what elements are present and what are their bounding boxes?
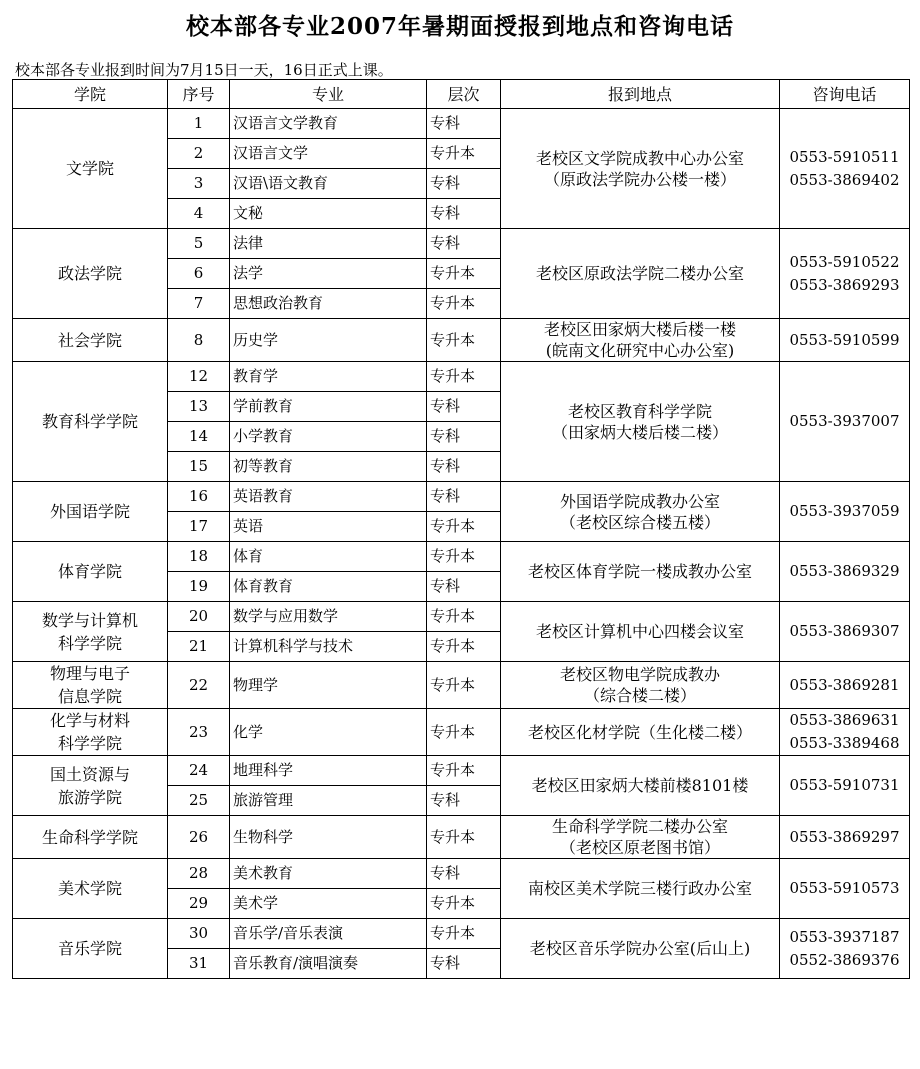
location-line: 老校区化材学院（生化楼二楼） (527, 722, 752, 742)
table-row (13, 816, 910, 859)
major-cell: 旅游管理 (230, 786, 427, 816)
level-cell: 专科 (427, 452, 501, 482)
table-row (13, 542, 910, 572)
location-line: 老校区体育学院一楼成教办公室 (527, 562, 752, 581)
phone-cell (780, 602, 910, 662)
number-cell: 15 (168, 452, 230, 482)
phone-number-line: 0553-3869329 (789, 562, 900, 580)
table-row (13, 319, 910, 362)
major-cell: 学前教育 (230, 392, 427, 422)
header-major: 专业 (230, 80, 427, 109)
college-name-line: 文学院 (65, 159, 114, 178)
college-cell (13, 482, 168, 542)
college-cell (13, 756, 168, 816)
major-cell: 体育教育 (230, 572, 427, 602)
level-cell: 专科 (427, 109, 501, 139)
number-cell: 2 (168, 139, 230, 169)
level-cell: 专升本 (427, 632, 501, 662)
location-line: (皖南文化研究中心办公室) (545, 341, 735, 360)
level-cell: 专科 (427, 572, 501, 602)
college-name-line: 音乐学院 (57, 939, 122, 958)
level-cell: 专科 (427, 482, 501, 512)
location-cell (501, 362, 780, 482)
college-name-line: 美术学院 (57, 879, 122, 898)
number-cell: 7 (168, 289, 230, 319)
location-line: 老校区原政法学院二楼办公室 (535, 264, 744, 283)
location-line: 老校区文学院成教中心办公室 (535, 148, 744, 168)
major-cell: 文秘 (230, 199, 427, 229)
table-row (13, 362, 910, 392)
number-cell: 3 (168, 169, 230, 199)
major-cell: 数学与应用数学 (230, 602, 427, 632)
level-cell: 专升本 (427, 289, 501, 319)
college-cell (13, 542, 168, 602)
number-cell: 19 (168, 572, 230, 602)
major-cell: 思想政治教育 (230, 289, 427, 319)
level-cell: 专升本 (427, 662, 501, 709)
location-cell (501, 542, 780, 602)
page-title: 校本部各专业2007年暑期面授报到地点和咨询电话 (185, 13, 734, 40)
college-name-line: 教育科学学院 (41, 412, 138, 431)
college-cell (13, 859, 168, 919)
college-name-line: 外国语学院 (49, 502, 130, 521)
college-cell (13, 919, 168, 979)
college-name-line: 数学与计算机 (41, 610, 138, 630)
number-cell: 29 (168, 889, 230, 919)
location-cell (501, 709, 780, 756)
level-cell: 专科 (427, 422, 501, 452)
location-line: 老校区音乐学院办公室(后山上) (529, 939, 751, 958)
location-cell (501, 602, 780, 662)
phone-cell (780, 662, 910, 709)
location-line: 外国语学院成教办公室 (559, 491, 720, 511)
college-name-line: 科学学院 (57, 633, 122, 653)
major-cell: 小学教育 (230, 422, 427, 452)
level-cell: 专升本 (427, 816, 501, 859)
phone-number-line: 0553-3937187 (789, 927, 900, 946)
level-cell: 专升本 (427, 919, 501, 949)
level-cell: 专科 (427, 229, 501, 259)
major-cell: 计算机科学与技术 (230, 632, 427, 662)
header-level: 层次 (427, 80, 501, 109)
level-cell: 专升本 (427, 889, 501, 919)
location-cell (501, 859, 780, 919)
table-body (13, 109, 910, 979)
college-name-line: 政法学院 (57, 264, 122, 283)
college-cell (13, 362, 168, 482)
location-line: （老校区综合楼五楼） (559, 512, 720, 532)
location-line: 老校区物电学院成教办 (559, 665, 720, 684)
number-cell: 17 (168, 512, 230, 542)
phone-cell (780, 859, 910, 919)
major-cell: 初等教育 (230, 452, 427, 482)
major-cell: 物理学 (230, 662, 427, 709)
major-cell: 生物科学 (230, 816, 427, 859)
registration-table (12, 79, 910, 979)
major-cell: 历史学 (230, 319, 427, 362)
phone-number-line: 0553-5910573 (789, 879, 900, 897)
college-cell (13, 816, 168, 859)
number-cell: 5 (168, 229, 230, 259)
registration-note: 校本部各专业报到时间为7月15日一天，16日正式上课。 (15, 61, 393, 79)
college-name-line: 化学与材料 (49, 711, 130, 730)
location-line: 生命科学学院二楼办公室 (551, 817, 728, 836)
location-cell (501, 482, 780, 542)
phone-cell (780, 319, 910, 362)
number-cell: 6 (168, 259, 230, 289)
level-cell: 专升本 (427, 542, 501, 572)
phone-number-line: 0553-5910599 (789, 330, 900, 349)
header-location: 报到地点 (501, 80, 780, 109)
phone-number-line: 0553-3869281 (789, 675, 900, 694)
major-cell: 英语教育 (230, 482, 427, 512)
location-line: 老校区田家炳大楼前楼8101楼 (531, 776, 749, 795)
major-cell: 教育学 (230, 362, 427, 392)
major-cell: 音乐教育/演唱演奏 (230, 949, 427, 979)
location-line: 南校区美术学院三楼行政办公室 (527, 879, 752, 898)
location-line: 老校区田家炳大楼后楼一楼 (543, 320, 736, 339)
college-name-line: 社会学院 (57, 330, 122, 350)
college-cell (13, 709, 168, 756)
phone-number-line: 0553-3869293 (789, 275, 900, 294)
level-cell: 专科 (427, 786, 501, 816)
level-cell: 专升本 (427, 259, 501, 289)
major-cell: 音乐学/音乐表演 (230, 919, 427, 949)
phone-cell (780, 482, 910, 542)
phone-cell (780, 109, 910, 229)
location-line: （综合楼二楼） (583, 686, 696, 705)
phone-number-line: 0553-3869297 (789, 827, 900, 846)
number-cell: 12 (168, 362, 230, 392)
number-cell: 22 (168, 662, 230, 709)
location-line: 老校区计算机中心四楼会议室 (535, 622, 744, 641)
header-college: 学院 (13, 80, 168, 109)
location-line: （原政法学院办公楼一楼） (543, 169, 736, 189)
level-cell: 专升本 (427, 139, 501, 169)
major-cell: 英语 (230, 512, 427, 542)
college-cell (13, 319, 168, 362)
level-cell: 专科 (427, 859, 501, 889)
table-row (13, 709, 910, 756)
table-row (13, 109, 910, 139)
number-cell: 16 (168, 482, 230, 512)
table-row (13, 662, 910, 709)
phone-number-line: 0553-5910511 (789, 147, 900, 166)
number-cell: 18 (168, 542, 230, 572)
major-cell: 汉语言文学教育 (230, 109, 427, 139)
table-row (13, 919, 910, 949)
number-cell: 13 (168, 392, 230, 422)
number-cell: 21 (168, 632, 230, 662)
college-cell (13, 602, 168, 662)
location-cell (501, 229, 780, 319)
phone-cell (780, 919, 910, 979)
college-name-line: 国土资源与 (49, 764, 130, 784)
location-cell (501, 662, 780, 709)
header-number: 序号 (168, 80, 230, 109)
number-cell: 30 (168, 919, 230, 949)
major-cell: 化学 (230, 709, 427, 756)
phone-cell (780, 756, 910, 816)
number-cell: 23 (168, 709, 230, 756)
level-cell: 专科 (427, 199, 501, 229)
number-cell: 31 (168, 949, 230, 979)
phone-number-line: 0553-3869402 (789, 170, 900, 189)
location-cell (501, 319, 780, 362)
phone-cell (780, 229, 910, 319)
college-name-line: 物理与电子 (49, 664, 130, 683)
table-header-row (13, 80, 910, 109)
college-cell (13, 109, 168, 229)
table-row (13, 229, 910, 259)
location-line: 老校区教育科学学院 (567, 401, 712, 421)
phone-number-line: 0553-3389468 (789, 734, 900, 752)
number-cell: 28 (168, 859, 230, 889)
header-phone: 咨询电话 (780, 80, 910, 109)
level-cell: 专升本 (427, 319, 501, 362)
phone-number-line: 0553-3869307 (789, 622, 900, 640)
level-cell: 专升本 (427, 512, 501, 542)
level-cell: 专升本 (427, 362, 501, 392)
level-cell: 专升本 (427, 602, 501, 632)
level-cell: 专科 (427, 949, 501, 979)
table-row (13, 859, 910, 889)
level-cell: 专升本 (427, 709, 501, 756)
number-cell: 24 (168, 756, 230, 786)
number-cell: 4 (168, 199, 230, 229)
number-cell: 26 (168, 816, 230, 859)
major-cell: 美术教育 (230, 859, 427, 889)
table-row (13, 482, 910, 512)
number-cell: 25 (168, 786, 230, 816)
phone-number-line: 0553-3937007 (789, 412, 900, 430)
level-cell: 专升本 (427, 756, 501, 786)
number-cell: 1 (168, 109, 230, 139)
major-cell: 汉语言文学 (230, 139, 427, 169)
level-cell: 专科 (427, 392, 501, 422)
phone-cell (780, 816, 910, 859)
phone-number-line: 0553-3937059 (789, 502, 900, 520)
college-name-line: 科学学院 (57, 734, 122, 753)
number-cell: 14 (168, 422, 230, 452)
major-cell: 地理科学 (230, 756, 427, 786)
phone-number-line: 0553-5910731 (789, 776, 900, 794)
number-cell: 8 (168, 319, 230, 362)
number-cell: 20 (168, 602, 230, 632)
phone-cell (780, 542, 910, 602)
major-cell: 体育 (230, 542, 427, 572)
location-cell (501, 756, 780, 816)
phone-cell (780, 709, 910, 756)
table-row (13, 756, 910, 786)
phone-number-line: 0552-3869376 (789, 950, 900, 969)
major-cell: 法学 (230, 259, 427, 289)
major-cell: 美术学 (230, 889, 427, 919)
college-name-line: 信息学院 (57, 687, 122, 706)
location-cell (501, 109, 780, 229)
phone-number-line: 0553-5910522 (789, 252, 900, 271)
college-cell (13, 662, 168, 709)
location-cell (501, 919, 780, 979)
college-name-line: 生命科学学院 (41, 827, 138, 847)
table-row (13, 602, 910, 632)
phone-number-line: 0553-3869631 (789, 711, 900, 729)
major-cell: 法律 (230, 229, 427, 259)
college-name-line: 体育学院 (57, 562, 122, 581)
location-cell (501, 816, 780, 859)
college-name-line: 旅游学院 (57, 787, 122, 807)
major-cell: 汉语\语文教育 (230, 169, 427, 199)
level-cell: 专科 (427, 169, 501, 199)
college-cell (13, 229, 168, 319)
location-line: （老校区原老图书馆） (559, 838, 720, 857)
phone-cell (780, 362, 910, 482)
location-line: （田家炳大楼后楼二楼） (551, 422, 728, 442)
